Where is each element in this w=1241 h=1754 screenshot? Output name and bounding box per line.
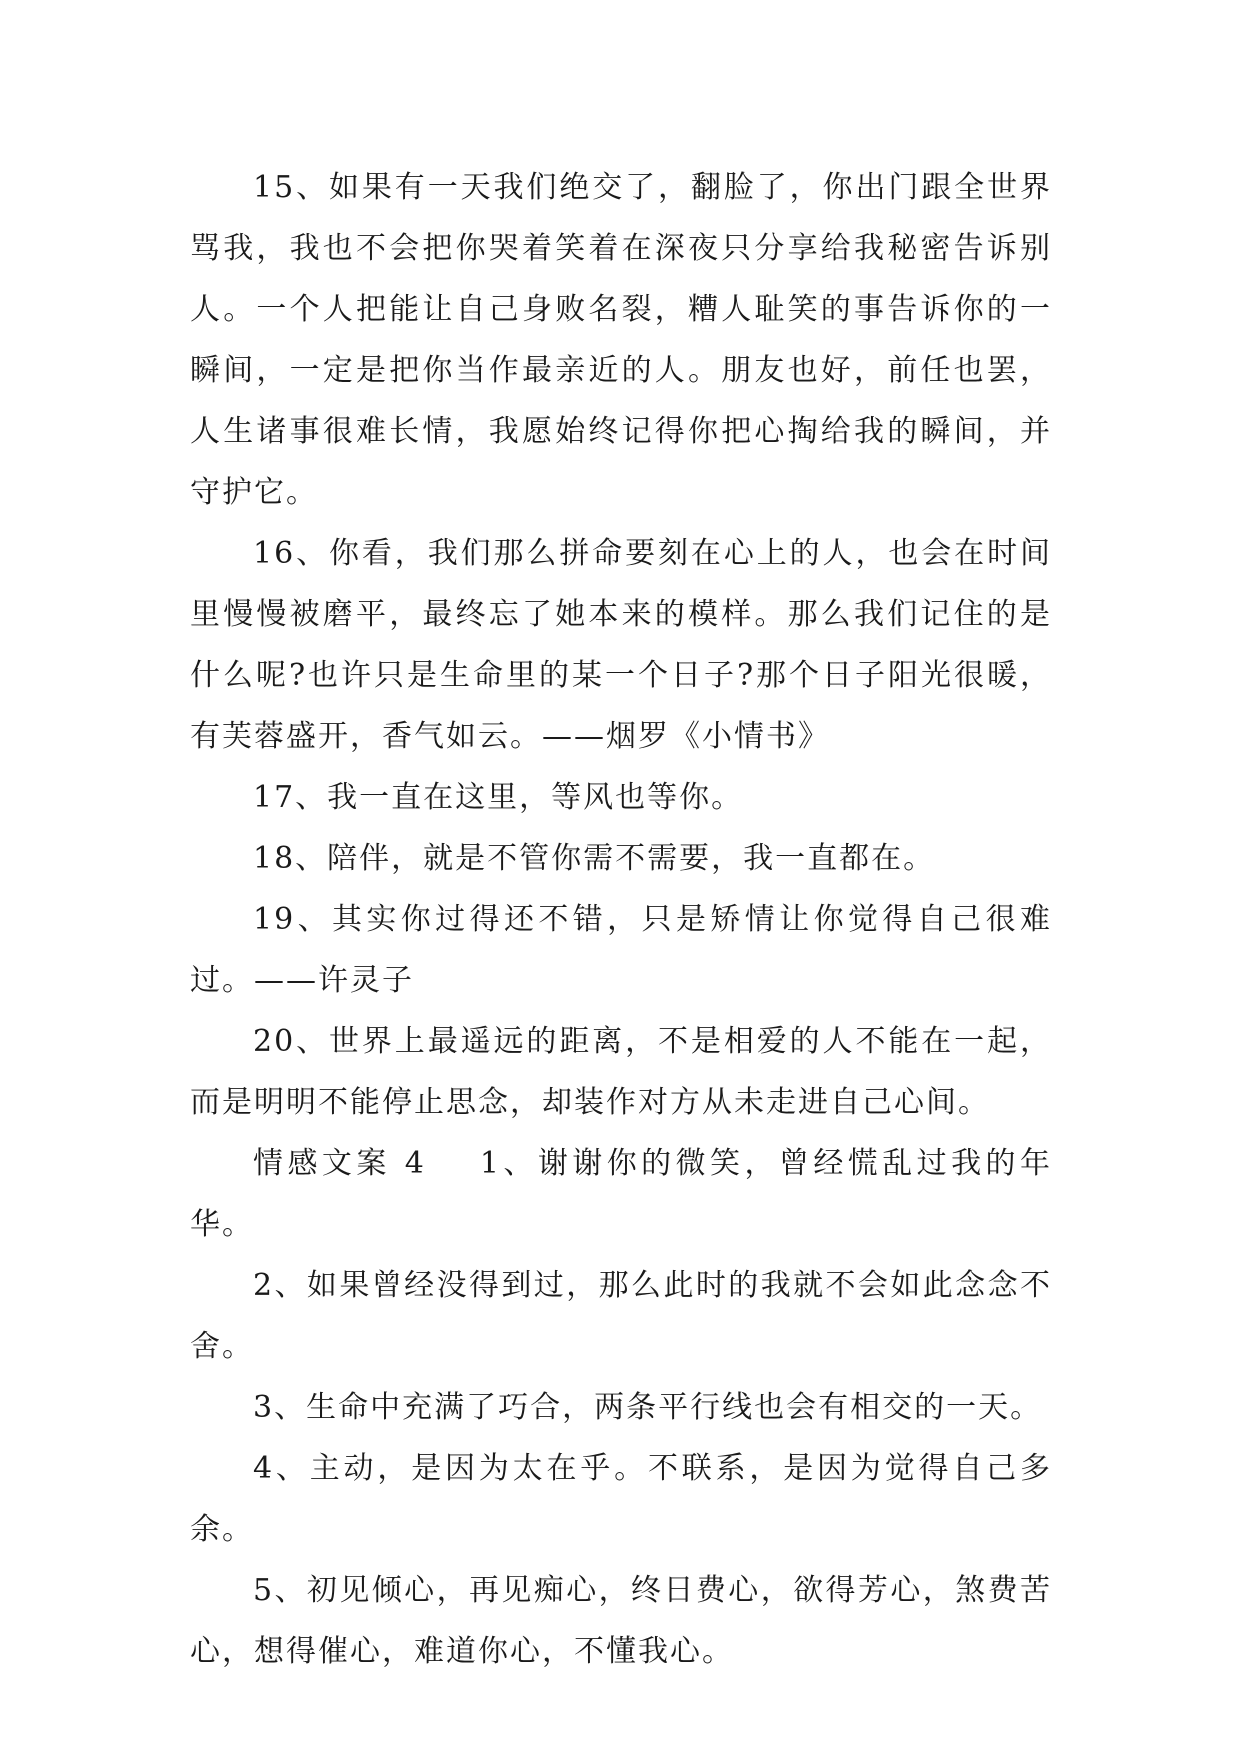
paragraph-s4-5: 5、初见倾心，再见痴心，终日费心，欲得芳心，煞费苦心，想得催心，难道你心，不懂我心。 (190, 1573, 1052, 1669)
section-heading: 情感文案 4 (253, 1146, 426, 1181)
paragraph-s4-3: 3、生命中充满了巧合，两条平行线也会有相交的一天。 (253, 1390, 1043, 1425)
paragraph-s4-4: 4、主动，是因为太在乎。不联系，是因为觉得自己多余。 (190, 1451, 1052, 1547)
document-body (190, 157, 1052, 1682)
paragraph-19: 19、其实你过得还不错，只是矫情让你觉得自己很难过。——许灵子 (190, 902, 1052, 998)
paragraph-20: 20、世界上最遥远的距离，不是相爱的人不能在一起，而是明明不能停止思念，却装作对方从未走进自己心间。 (190, 1024, 1052, 1120)
paragraph-17: 17、我一直在这里，等风也等你。 (253, 780, 744, 815)
paragraph-15: 15、如果有一天我们绝交了，翻脸了，你出门跟全世界骂我，我也不会把你哭着笑着在深夜只分享给我秘密告诉别人。一个人把能让自己身败名裂，糟人耻笑的事告诉你的一瞬间，一定是把你当作最亲近的人。朋友也好，前任也罢，人生诸事很难长情，我愿始终记得你把心掏给我的瞬间，并守护它。 (190, 170, 1052, 510)
section-first-item: 1、谢谢你的微笑，曾经慌乱过我的年华。 (190, 1146, 1053, 1242)
paragraph-s4-2: 2、如果曾经没得到过，那么此时的我就不会如此念念不舍。 (190, 1268, 1052, 1364)
section-heading-line (190, 1133, 1052, 1255)
paragraph-18: 18、陪伴，就是不管你需不需要，我一直都在。 (253, 841, 936, 876)
paragraph-16: 16、你看，我们那么拼命要刻在心上的人，也会在时间里慢慢被磨平，最终忘了她本来的模样。那么我们记住的是什么呢?也许只是生命里的某一个日子?那个日子阳光很暖，有芙蓉盛开，香气如云。——烟罗《小情书》 (190, 536, 1052, 754)
